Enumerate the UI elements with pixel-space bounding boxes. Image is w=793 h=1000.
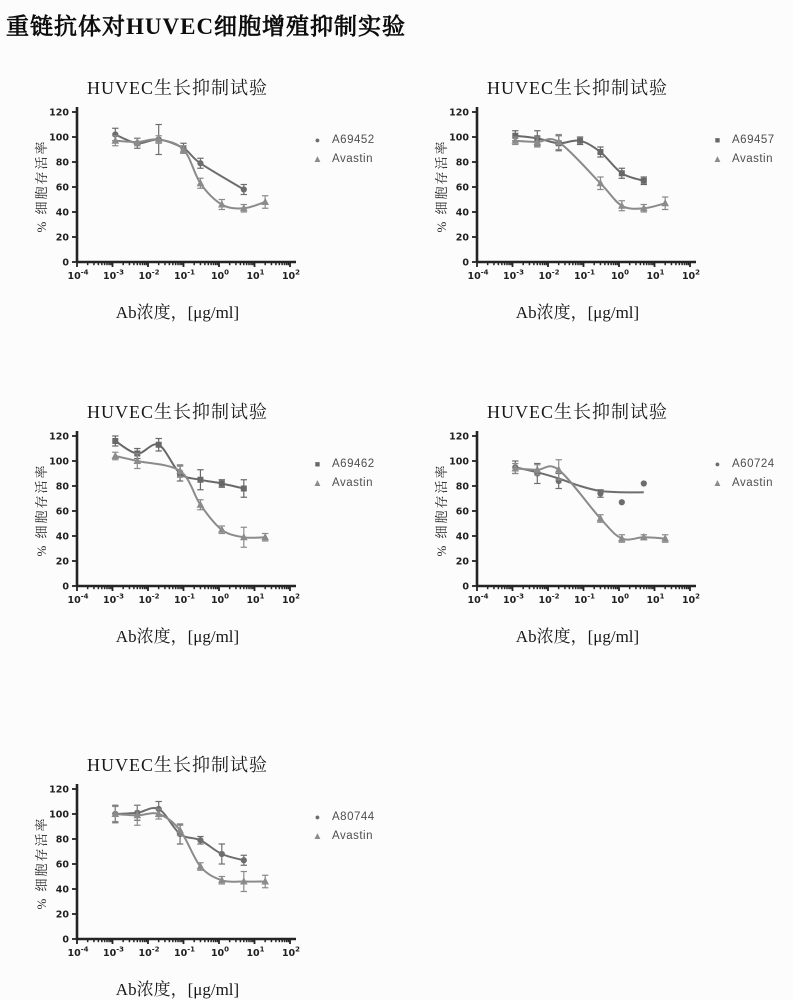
legend-item [712, 477, 775, 489]
legend [712, 134, 775, 165]
svg-text:20: 20 [455, 232, 469, 244]
svg-text:20: 20 [455, 556, 469, 568]
x-axis-label: Ab浓度，[μg/ml] [115, 980, 240, 999]
x-axis-label: Ab浓度，[μg/ml] [115, 627, 240, 646]
svg-text:0: 0 [62, 581, 69, 593]
svg-text:20: 20 [55, 232, 69, 244]
svg-text:10-4: $10^{-4}$ [67, 268, 89, 282]
legend-item [312, 830, 375, 842]
svg-text:10-1: $10^{-1}$ [173, 945, 196, 959]
svg-text:80: 80 [55, 834, 69, 846]
svg-text:10-1: $10^{-1}$ [573, 268, 596, 282]
svg-text:40: 40 [55, 884, 69, 896]
dose-response-plot [42, 92, 322, 292]
x-axis-label: Ab浓度，[μg/ml] [515, 303, 640, 322]
svg-text:101: $10^1$ [646, 268, 665, 282]
svg-text:10-3: $10^{-3}$ [502, 592, 525, 606]
svg-text:10-1: $10^{-1}$ [573, 592, 596, 606]
svg-text:20: 20 [55, 909, 69, 921]
svg-text:120: 120 [49, 107, 69, 119]
square-marker-icon: ■ [314, 458, 321, 469]
triangle-marker-icon: ▲ [312, 477, 323, 489]
legend-series-name: Avastin [332, 830, 374, 842]
dose-response-plot [42, 416, 322, 616]
svg-text:10-3: $10^{-3}$ [102, 268, 125, 282]
triangle-marker-icon: ▲ [712, 477, 723, 489]
svg-text:102: $10^2$ [281, 592, 301, 606]
svg-text:10-2: $10^{-2}$ [138, 945, 160, 959]
legend-series-name: A69462 [332, 458, 375, 470]
svg-text:0: 0 [462, 257, 469, 269]
svg-text:10-1: $10^{-1}$ [173, 592, 196, 606]
chart-huvec-a69457 [420, 62, 793, 322]
svg-text:60: 60 [455, 506, 469, 518]
legend-series-name: Avastin [332, 153, 374, 165]
chart-title: HUVEC生长抑制试验 [487, 78, 668, 98]
svg-text:100: $10^0$ [610, 268, 630, 282]
svg-text:80: 80 [455, 481, 469, 493]
circle-marker-icon: ● [314, 811, 321, 822]
circle-marker-icon: ● [714, 458, 721, 469]
svg-text:120: 120 [449, 431, 469, 443]
page-title: 重链抗体对HUVEC细胞增殖抑制实验 [6, 14, 407, 39]
legend-item [312, 477, 375, 489]
square-marker-icon: ■ [714, 134, 721, 145]
y-axis-label: % 细胞存活率 [434, 139, 449, 233]
chart-huvec-a69462 [20, 386, 405, 646]
y-axis-label: % 细胞存活率 [34, 139, 49, 233]
dose-response-plot [42, 769, 322, 969]
svg-text:0: 0 [462, 581, 469, 593]
svg-text:80: 80 [455, 157, 469, 169]
legend-series-name: A69457 [732, 134, 775, 146]
svg-text:10-3: $10^{-3}$ [102, 592, 125, 606]
svg-text:102: $10^2$ [281, 268, 301, 282]
svg-text:100: $10^0$ [210, 592, 230, 606]
svg-text:20: 20 [55, 556, 69, 568]
svg-text:102: $10^2$ [281, 945, 301, 959]
chart-title: HUVEC生长抑制试验 [87, 755, 268, 775]
svg-text:10-4: $10^{-4}$ [467, 592, 489, 606]
svg-text:102: $10^2$ [681, 268, 701, 282]
x-axis-label: Ab浓度，[μg/ml] [515, 627, 640, 646]
svg-text:100: 100 [449, 456, 469, 468]
svg-text:100: 100 [49, 456, 69, 468]
chart-huvec-a80744 [20, 739, 405, 999]
svg-text:120: 120 [449, 107, 469, 119]
svg-text:101: $10^1$ [246, 268, 265, 282]
x-axis-label: Ab浓度，[μg/ml] [115, 303, 240, 322]
legend-series-name: A69452 [332, 134, 375, 146]
y-axis-label: % 细胞存活率 [34, 463, 49, 557]
y-axis-label: % 细胞存活率 [34, 816, 49, 910]
svg-text:101: $10^1$ [246, 945, 265, 959]
legend [312, 811, 375, 842]
svg-text:100: $10^0$ [210, 268, 230, 282]
legend-series-name: Avastin [732, 477, 774, 489]
triangle-marker-icon: ▲ [312, 153, 323, 165]
legend-series-name: A60724 [732, 458, 775, 470]
legend-item [712, 134, 775, 146]
svg-text:100: 100 [449, 132, 469, 144]
triangle-marker-icon: ▲ [712, 153, 723, 165]
svg-text:100: 100 [49, 132, 69, 144]
svg-text:60: 60 [55, 506, 69, 518]
svg-text:101: $10^1$ [646, 592, 665, 606]
legend [712, 458, 775, 489]
svg-text:40: 40 [455, 531, 469, 543]
legend [312, 458, 375, 489]
svg-text:10-3: $10^{-3}$ [502, 268, 525, 282]
legend-item [712, 458, 775, 470]
svg-text:10-2: $10^{-2}$ [538, 592, 560, 606]
svg-text:10-4: $10^{-4}$ [67, 945, 89, 959]
y-axis-label: % 细胞存活率 [434, 463, 449, 557]
legend-item [312, 134, 375, 146]
svg-text:10-4: $10^{-4}$ [467, 268, 489, 282]
svg-text:100: $10^0$ [210, 945, 230, 959]
legend-item [312, 811, 375, 823]
svg-text:10-2: $10^{-2}$ [538, 268, 560, 282]
svg-text:120: 120 [49, 431, 69, 443]
chart-huvec-a69452 [20, 62, 405, 322]
legend-item [312, 458, 375, 470]
svg-text:60: 60 [55, 182, 69, 194]
svg-text:40: 40 [55, 531, 69, 543]
dose-response-plot [442, 416, 722, 616]
svg-text:10-1: $10^{-1}$ [173, 268, 196, 282]
svg-text:80: 80 [55, 157, 69, 169]
svg-text:60: 60 [455, 182, 469, 194]
triangle-marker-icon: ▲ [312, 830, 323, 842]
svg-text:101: $10^1$ [246, 592, 265, 606]
svg-text:120: 120 [49, 784, 69, 796]
svg-text:80: 80 [55, 481, 69, 493]
chart-title: HUVEC生长抑制试验 [87, 78, 268, 98]
legend-item [712, 153, 775, 165]
legend-item [312, 153, 375, 165]
svg-text:60: 60 [55, 859, 69, 871]
svg-text:0: 0 [62, 934, 69, 946]
dose-response-plot [442, 92, 722, 292]
circle-marker-icon: ● [314, 134, 321, 145]
legend-series-name: Avastin [332, 477, 374, 489]
legend-series-name: Avastin [732, 153, 774, 165]
svg-text:10-2: $10^{-2}$ [138, 268, 160, 282]
svg-text:40: 40 [455, 207, 469, 219]
svg-text:10-4: $10^{-4}$ [67, 592, 89, 606]
chart-title: HUVEC生长抑制试验 [487, 402, 668, 422]
svg-text:100: $10^0$ [610, 592, 630, 606]
svg-text:10-2: $10^{-2}$ [138, 592, 160, 606]
svg-text:10-3: $10^{-3}$ [102, 945, 125, 959]
svg-text:100: 100 [49, 809, 69, 821]
chart-huvec-a60724 [420, 386, 793, 646]
svg-text:40: 40 [55, 207, 69, 219]
svg-text:102: $10^2$ [681, 592, 701, 606]
legend [312, 134, 375, 165]
svg-text:0: 0 [62, 257, 69, 269]
chart-title: HUVEC生长抑制试验 [87, 402, 268, 422]
legend-series-name: A80744 [332, 811, 375, 823]
